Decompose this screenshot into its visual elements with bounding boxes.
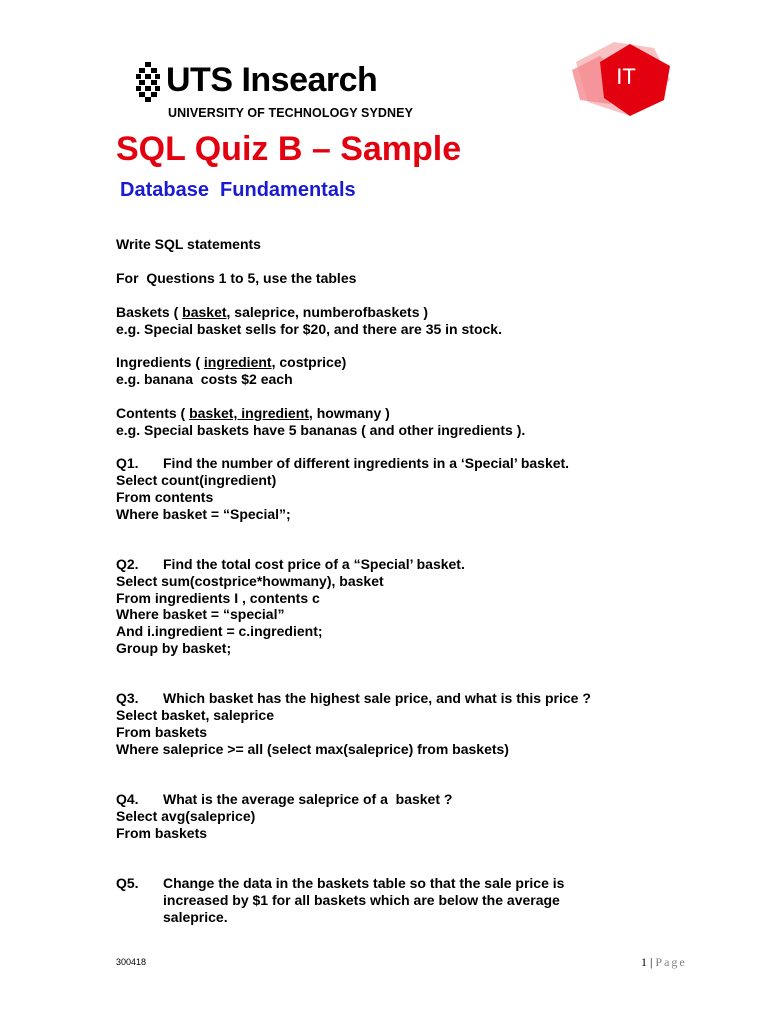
page-title: SQL Quiz B – Sample [116,130,462,168]
ingredients-table-definition [116,354,346,371]
it-badge-icon [570,40,680,124]
answer-line: Where saleprice >= all (select max(saleprice) from baskets) [116,741,509,757]
baskets-table-definition [116,304,428,321]
logo-name: UTS Insearch [166,61,378,99]
uts-crest-icon [136,62,160,102]
primary-key: basket, ingredient [189,405,309,421]
question-4 [116,791,452,808]
question-text-continued: increased by $1 for all baskets which are below the average [163,892,560,908]
question-text: Which basket has the highest sale price, and what is this price ? [163,690,591,706]
logo-subtitle: UNIVERSITY OF TECHNOLOGY SYDNEY [168,106,414,120]
answer-line: From contents [116,489,214,505]
badge-text: IT [616,64,636,89]
question-number: Q4. [116,791,139,807]
table-prefix: Contents ( [116,405,190,421]
page-number: 1 [641,955,647,969]
page-separator: | [647,955,656,969]
question-text: Change the data in the baskets table so that the sale price is [163,875,565,891]
table-columns: , howmany ) [308,405,390,421]
question-text: Find the number of different ingredients in a ‘Special’ basket. [163,455,570,471]
answer-line: From baskets [116,825,208,841]
contents-table-definition [116,405,390,422]
contents-example: e.g. Special baskets have 5 bananas ( and other ingredients ). [116,422,526,438]
question-5 [116,875,564,892]
question-number: Q2. [116,556,139,572]
primary-key: ingredient [203,354,272,370]
question-text: What is the average saleprice of a basket ? [163,791,453,807]
ingredients-example: e.g. banana costs $2 each [116,371,293,387]
primary-key: basket [182,304,227,320]
question-2 [116,556,465,573]
answer-line: Select basket, saleprice [116,707,274,723]
answer-line: Select sum(costprice*howmany), basket [116,573,384,589]
table-columns: , costprice) [271,354,347,370]
answer-line: Select count(ingredient) [116,472,277,488]
tables-note: For Questions 1 to 5, use the tables [116,270,357,286]
page-label: Page [655,955,687,969]
question-number: Q1. [116,455,139,471]
question-1 [116,455,569,472]
page-subtitle: Database Fundamentals [120,179,356,201]
table-prefix: Ingredients ( [116,354,204,370]
question-number: Q5. [116,875,139,891]
question-text-continued: saleprice. [163,909,228,925]
answer-line: Select avg(saleprice) [116,808,256,824]
baskets-example: e.g. Special basket sells for $20, and there are 35 in stock. [116,321,502,337]
document-code: 300418 [116,957,147,967]
answer-line: And i.ingredient = c.ingredient; [116,623,323,639]
table-columns: , saleprice, numberofbaskets ) [226,304,429,320]
instruction-text: Write SQL statements [116,236,261,252]
table-prefix: Baskets ( [116,304,183,320]
question-number: Q3. [116,690,139,706]
answer-line: From ingredients I , contents c [116,590,320,606]
answer-line: From baskets [116,724,208,740]
question-3 [116,690,591,707]
answer-line: Where basket = “Special”; [116,506,291,522]
question-text: Find the total cost price of a “Special’ basket. [163,556,465,572]
answer-line: Where basket = “special” [116,606,285,622]
answer-line: Group by basket; [116,640,232,656]
page-footer [641,955,687,970]
